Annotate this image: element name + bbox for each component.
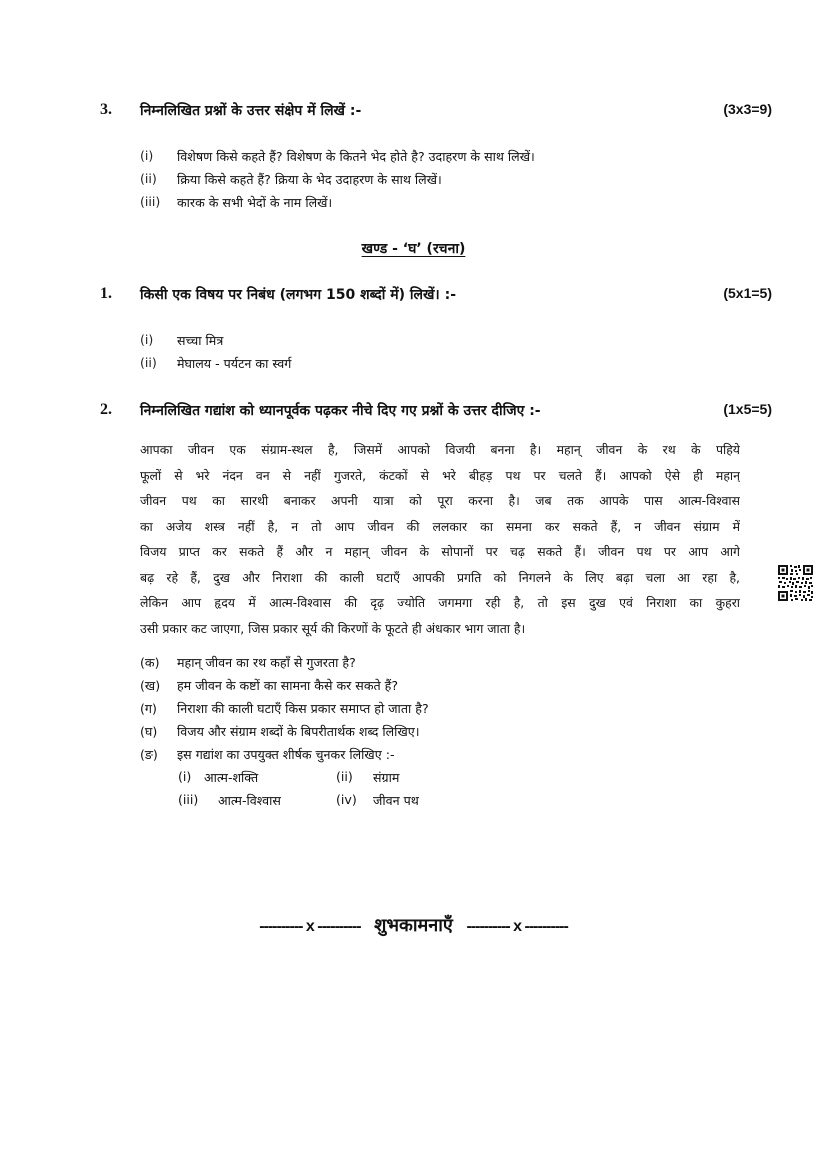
passage-line: आपका जीवन एक संग्राम-स्थल है, जिसमें आपको विजयी बनना है। महान् जीवन के रथ के पहिये <box>140 442 740 457</box>
section-title-text: खण्ड - ‘घ’ (रचना) <box>361 241 466 257</box>
item-text: क्रिया किसे कहते हैं? क्रिया के भेद उदाहरण के साथ लिखें। <box>177 172 442 187</box>
question-number: 1. <box>100 285 112 302</box>
question-marks: (1x5=5) <box>723 401 772 417</box>
passage-line: लेकिन आप हृदय में आत्म-विश्वास की दृढ़ ज्योति जगमगा रही है, तो इस दुख एवं निराशा का कुहरा <box>140 595 740 610</box>
item-text: कारक के सभी भेदों के नाम लिखें। <box>177 195 333 210</box>
passage-line: का अजेय शस्त्र नहीं है, न तो आप जीवन की ललकार का समना कर सकते हैं, न जीवन संग्राम में <box>140 518 740 534</box>
option-text: आत्म-शक्ति <box>204 770 259 785</box>
item-text: महान् जीवन का रथ कहाँ से गुजरता है? <box>177 655 356 670</box>
item-label: (i) <box>140 332 154 347</box>
item-text: निराशा की काली घटाएँ किस प्रकार समाप्त हो जाता है? <box>177 701 429 716</box>
passage-line: बढ़ रहे हैं, दुख और निराशा की काली घटाएँ आपकी प्रगति को निगलने के लिए बढ़ा चला आ रहा है, <box>140 569 740 585</box>
option-label: (iv) <box>336 792 357 807</box>
passage-line: विजय प्राप्त कर सकते हैं और न महान् जीवन के सोपानों पर चढ़ सकते हैं। जीवन पथ पर आप आगे <box>140 544 740 559</box>
item-label: (क) <box>140 655 160 670</box>
item-text: मेघालय - पर्यटन का स्वर्ग <box>177 356 292 371</box>
question-text: निम्नलिखित प्रश्नों के उत्तर संक्षेप में लिखें :- <box>140 103 362 119</box>
item-label: (घ) <box>140 724 158 739</box>
item-text: सच्चा मित्र <box>177 333 224 348</box>
footer-wishes <box>0 913 827 937</box>
question-marks: (3x3=9) <box>723 101 772 117</box>
passage <box>140 441 740 645</box>
question-number: 3. <box>100 101 112 118</box>
item-text: विजय और संग्राम शब्दों के बिपरीतार्थक शब्द लिखिए। <box>177 724 420 739</box>
question-text: किसी एक विषय पर निबंध (लगभग 150 शब्दों में) लिखें। :- <box>140 287 457 303</box>
question-text: निम्नलिखित गद्यांश को ध्यानपूर्वक पढ़कर नीचे दिए गए प्रश्नों के उत्तर दीजिए :- <box>140 403 541 419</box>
footer-divider-right: ---------- x ---------- <box>466 918 568 935</box>
title-options <box>178 769 478 815</box>
passage-line: फूलों से भरे नंदन वन से नहीं गुजरते, कंटकों से भरे बीहड़ पथ पर चलते हैं। आपको ऐसे ही महान् <box>140 467 740 483</box>
item-text: हम जीवन के कष्टों का सामना कैसे कर सकते हैं? <box>177 678 399 693</box>
item-label: (ii) <box>140 171 157 186</box>
question-2-header <box>100 401 772 423</box>
option-label: (ii) <box>336 769 353 784</box>
option-label: (iii) <box>178 792 199 807</box>
item-text: इस गद्यांश का उपयुक्त शीर्षक चुनकर लिखिए :- <box>177 747 395 762</box>
section-title <box>0 239 827 258</box>
item-label: (ङ) <box>140 747 158 762</box>
item-label: (ग) <box>140 701 157 716</box>
passage-line: जीवन पथ का सारथी बनाकर अपनी यात्रा को पूरा करना है। जब तक आपके पास आत्म-विश्वास <box>140 493 740 508</box>
option-row <box>178 792 478 815</box>
option-text: संग्राम <box>373 770 400 785</box>
question-marks: (5x1=5) <box>723 285 772 301</box>
footer-wish-text: शुभकामनाएँ <box>374 915 453 936</box>
option-text: जीवन पथ <box>373 793 419 808</box>
footer-divider-left: ---------- x ---------- <box>259 918 361 935</box>
item-label: (ii) <box>140 355 157 370</box>
question-3-header <box>100 101 772 123</box>
item-label: (ख) <box>140 678 161 693</box>
item-label: (i) <box>140 148 154 163</box>
qr-code-icon <box>777 564 814 602</box>
option-text: आत्म-विश्वास <box>218 793 281 808</box>
option-row <box>178 769 478 792</box>
passage-line: उसी प्रकार कट जाएगा, जिस प्रकार सूर्य की किरणों के फूटते ही अंधकार भाग जाता है। <box>140 620 526 636</box>
question-1-header <box>100 285 772 307</box>
item-label: (iii) <box>140 194 161 209</box>
option-label: (i) <box>178 769 192 784</box>
question-number: 2. <box>100 401 112 418</box>
item-text: विशेषण किसे कहते हैं? विशेषण के कितने भेद होते है? उदाहरण के साथ लिखें। <box>177 149 535 164</box>
